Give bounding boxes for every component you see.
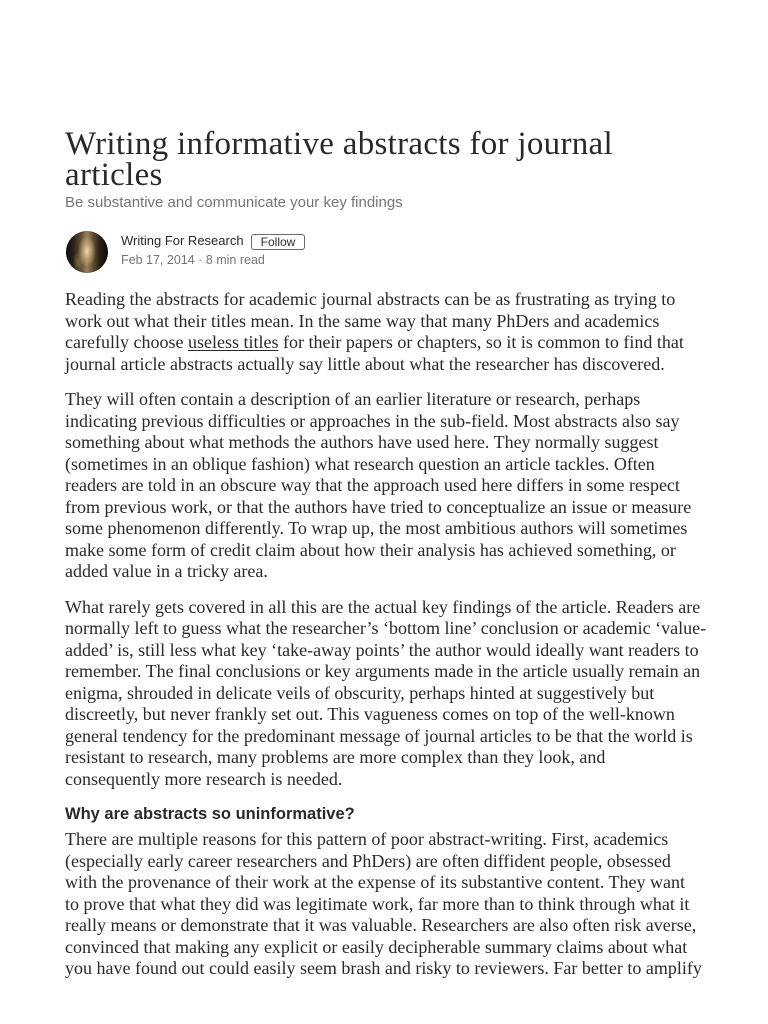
paragraph-line: They will often contain a description of an earlier literature or research, perhaps [65, 389, 641, 409]
section-heading: Why are abstracts so uninformative? [65, 805, 355, 823]
paragraph-line: general tendency for the predominant message of journal articles to be that the world is [65, 725, 693, 746]
paragraph-line: make some form of credit claim about how their analysis has achieved something, or [65, 539, 676, 560]
meta-separator: · [198, 253, 203, 267]
paragraph-line: discreetly, but never frankly set out. This vagueness comes on top of the well-known [65, 704, 675, 724]
paragraph-line: consequently more research is needed. [65, 768, 343, 789]
author-name-link[interactable]: Writing For Research [121, 233, 244, 248]
paragraph-line: Reading the abstracts for academic journal abstracts can be as frustrating as trying to [65, 289, 676, 309]
paragraph-line: (sometimes in an oblique fashion) what research question an article tackles. Often [65, 453, 655, 474]
paragraph-line: to prove that what they did was legitimate work, far more than to think through what it [65, 893, 690, 914]
paragraph-line: There are multiple reasons for this pattern of poor abstract-writing. First, academics [65, 829, 669, 849]
paragraph-line [65, 332, 745, 354]
section-paragraphs [65, 829, 745, 980]
read-time: 8 min read [205, 253, 265, 267]
post-meta [121, 252, 265, 268]
paragraph-line: (especially early career researchers and PhDers) are often diffident people, obsessed [65, 850, 671, 871]
article-title: Writing informative abstracts for journal articles [65, 126, 613, 193]
paragraph [65, 389, 745, 583]
paragraph-line: resistant to research, many problems are more complex than they look, and [65, 747, 606, 767]
paragraph [65, 597, 745, 791]
paragraph-line: remember. The final conclusions or key arguments made in the article usually remain an [65, 661, 701, 681]
paragraph-line: with the provenance of their work at the expense of its substantive content. They want [65, 872, 685, 892]
line-text: for their papers or chapters, so it is common to find that [278, 332, 684, 352]
paragraph-line: normally left to guess what the researcher’s ‘bottom line’ conclusion or academic ‘value- [65, 618, 707, 638]
intro-paragraphs [65, 289, 745, 790]
paragraph-line: really means or demonstrate that it was valuable. Researchers are also often risk averse, [65, 915, 697, 935]
inline-link[interactable]: useless titles [187, 332, 279, 352]
paragraph [65, 289, 745, 375]
paragraph-line: readers are told in an obscure way that the approach used here differs in some respect [65, 475, 680, 495]
paragraph-line: work out what their titles mean. In the same way that many PhDers and academics [65, 310, 660, 331]
paragraph-line: indicating previous difficulties or approaches in the sub-field. Most abstracts also say [65, 410, 680, 431]
paragraph-line: from previous work, or that the authors have tried to conceptualize an issue or measure [65, 496, 692, 517]
paragraph-line: something about what methods the authors have used here. They normally suggest [65, 432, 659, 452]
paragraph-line: you have found out could easily seem brash and risky to reviewers. Far better to amplify [65, 958, 702, 978]
follow-button[interactable]: Follow [251, 234, 305, 250]
article-body [65, 289, 745, 980]
paragraph-line: What rarely gets covered in all this are the actual key findings of the article. Readers are [65, 596, 701, 617]
publish-date: Feb 17, 2014 [121, 253, 195, 267]
author-avatar[interactable] [66, 231, 108, 273]
line-text: carefully choose [65, 332, 188, 352]
paragraph-line: enigma, shrouded in delicate veils of obscurity, perhaps hinted at suggestively but [65, 682, 655, 703]
paragraph-line: convinced that making any explicit or easily decipherable summary claims about what [65, 936, 688, 957]
paragraph-line: added’ is, still less what key ‘take-away points’ the author would ideally want readers to [65, 639, 699, 660]
paragraph-line: journal article abstracts actually say little about what the researcher has discovered. [65, 353, 665, 374]
paragraph [65, 829, 745, 980]
paragraph-line: some phenomenon differently. To wrap up, the most ambitious authors will sometimes [65, 518, 688, 538]
article-subtitle: Be substantive and communicate your key findings [65, 194, 403, 211]
paragraph-line: added value in a tricky area. [65, 561, 268, 581]
